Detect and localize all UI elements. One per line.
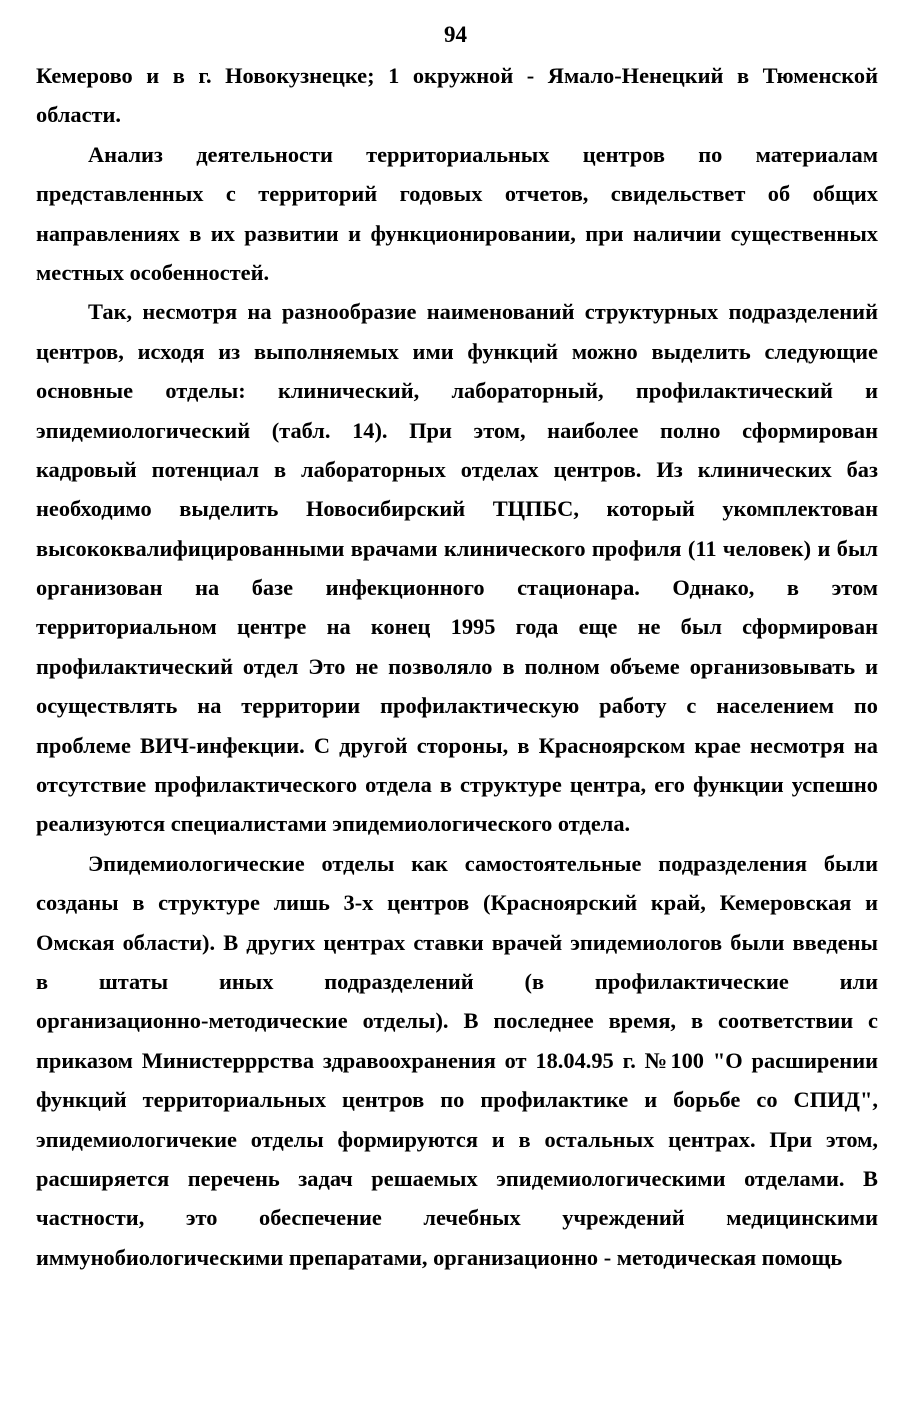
paragraph (36, 135, 878, 293)
text-line: реализуются специалистами эпидемиологического отдела. (36, 811, 631, 837)
text-line: эпидемиологичекие отделы формируются и в остальных центрах. При этом, (36, 1126, 878, 1152)
text-line: частности, это обеспечение лечебных учреждений медицинскими (36, 1205, 878, 1231)
text-line: созданы в структуре лишь 3-х центров (Красноярский край, Кемеровская и (36, 890, 878, 916)
page-number: 94 (444, 22, 467, 47)
text-line: организован на базе инфекционного стационара. Однако, в этом (36, 575, 878, 601)
text-line: Эпидемиологические отделы как самостоятельные подразделения были (88, 850, 878, 876)
body-text (36, 56, 878, 1277)
text-line: Кемерово и в г. Новокузнецке; 1 окружной - Ямало-Ненецкий в Тюменской (36, 63, 878, 88)
text-line: профилактический отдел Это не позволяло в полном объеме организовывать и (36, 653, 878, 679)
text-line: организационно-методические отделы). В последнее время, в соответствии с (36, 1008, 878, 1034)
text-line: центров, исходя из выполняемых ими функций можно выделить следующие (36, 338, 878, 364)
text-line: представленных с территорий годовых отчетов, свидельствет об общих (36, 181, 878, 207)
text-line: функций территориальных центров по профилактике и борьбе со СПИД", (36, 1087, 878, 1113)
text-line: направлениях в их развитии и функционировании, при наличии существенных (36, 220, 878, 246)
text-line: высококвалифицированными врачами клинического профиля (11 человек) и был (36, 535, 878, 561)
text-line: основные отделы: клинический, лабораторный, профилактический и (36, 378, 878, 404)
text-line: необходимо выделить Новосибирский ТЦПБС, который укомплектован (36, 496, 878, 522)
paragraph (36, 292, 878, 843)
text-line: эпидемиологический (табл. 14). При этом, наиболее полно сформирован (36, 417, 878, 443)
text-line: проблеме ВИЧ-инфекции. С другой стороны, в Красноярском крае несмотря на (36, 732, 878, 758)
text-line: Анализ деятельности территориальных центров по материалам (88, 141, 878, 167)
text-line: в штаты иных подразделений (в профилактические или (36, 968, 878, 994)
text-line: кадровый потенциал в лабораторных отделах центров. Из клинических баз (36, 456, 878, 482)
text-line: приказом Министерррства здравоохранения от 18.04.95 г. №100 "О расширении (36, 1047, 878, 1073)
paragraph (36, 56, 878, 135)
paragraph (36, 844, 878, 1277)
text-line: осуществлять на территории профилактическую работу с населением по (36, 693, 878, 719)
text-line: расширяется перечень задач решаемых эпидемиологическими отделами. В (36, 1165, 878, 1191)
text-line: иммунобиологическими препаратами, организационно - методическая помощь (36, 1244, 843, 1270)
text-line: местных особенностей. (36, 259, 270, 285)
text-line: территориальном центре на конец 1995 года еще не был сформирован (36, 614, 878, 640)
text-line: отсутствие профилактического отдела в структуре центра, его функции успешно (36, 772, 878, 798)
text-line: области. (36, 102, 122, 128)
text-line: Омская области). В других центрах ставки врачей эпидемиологов были введены (36, 929, 878, 955)
text-line: Так, несмотря на разнообразие наименований структурных подразделений (88, 299, 878, 325)
